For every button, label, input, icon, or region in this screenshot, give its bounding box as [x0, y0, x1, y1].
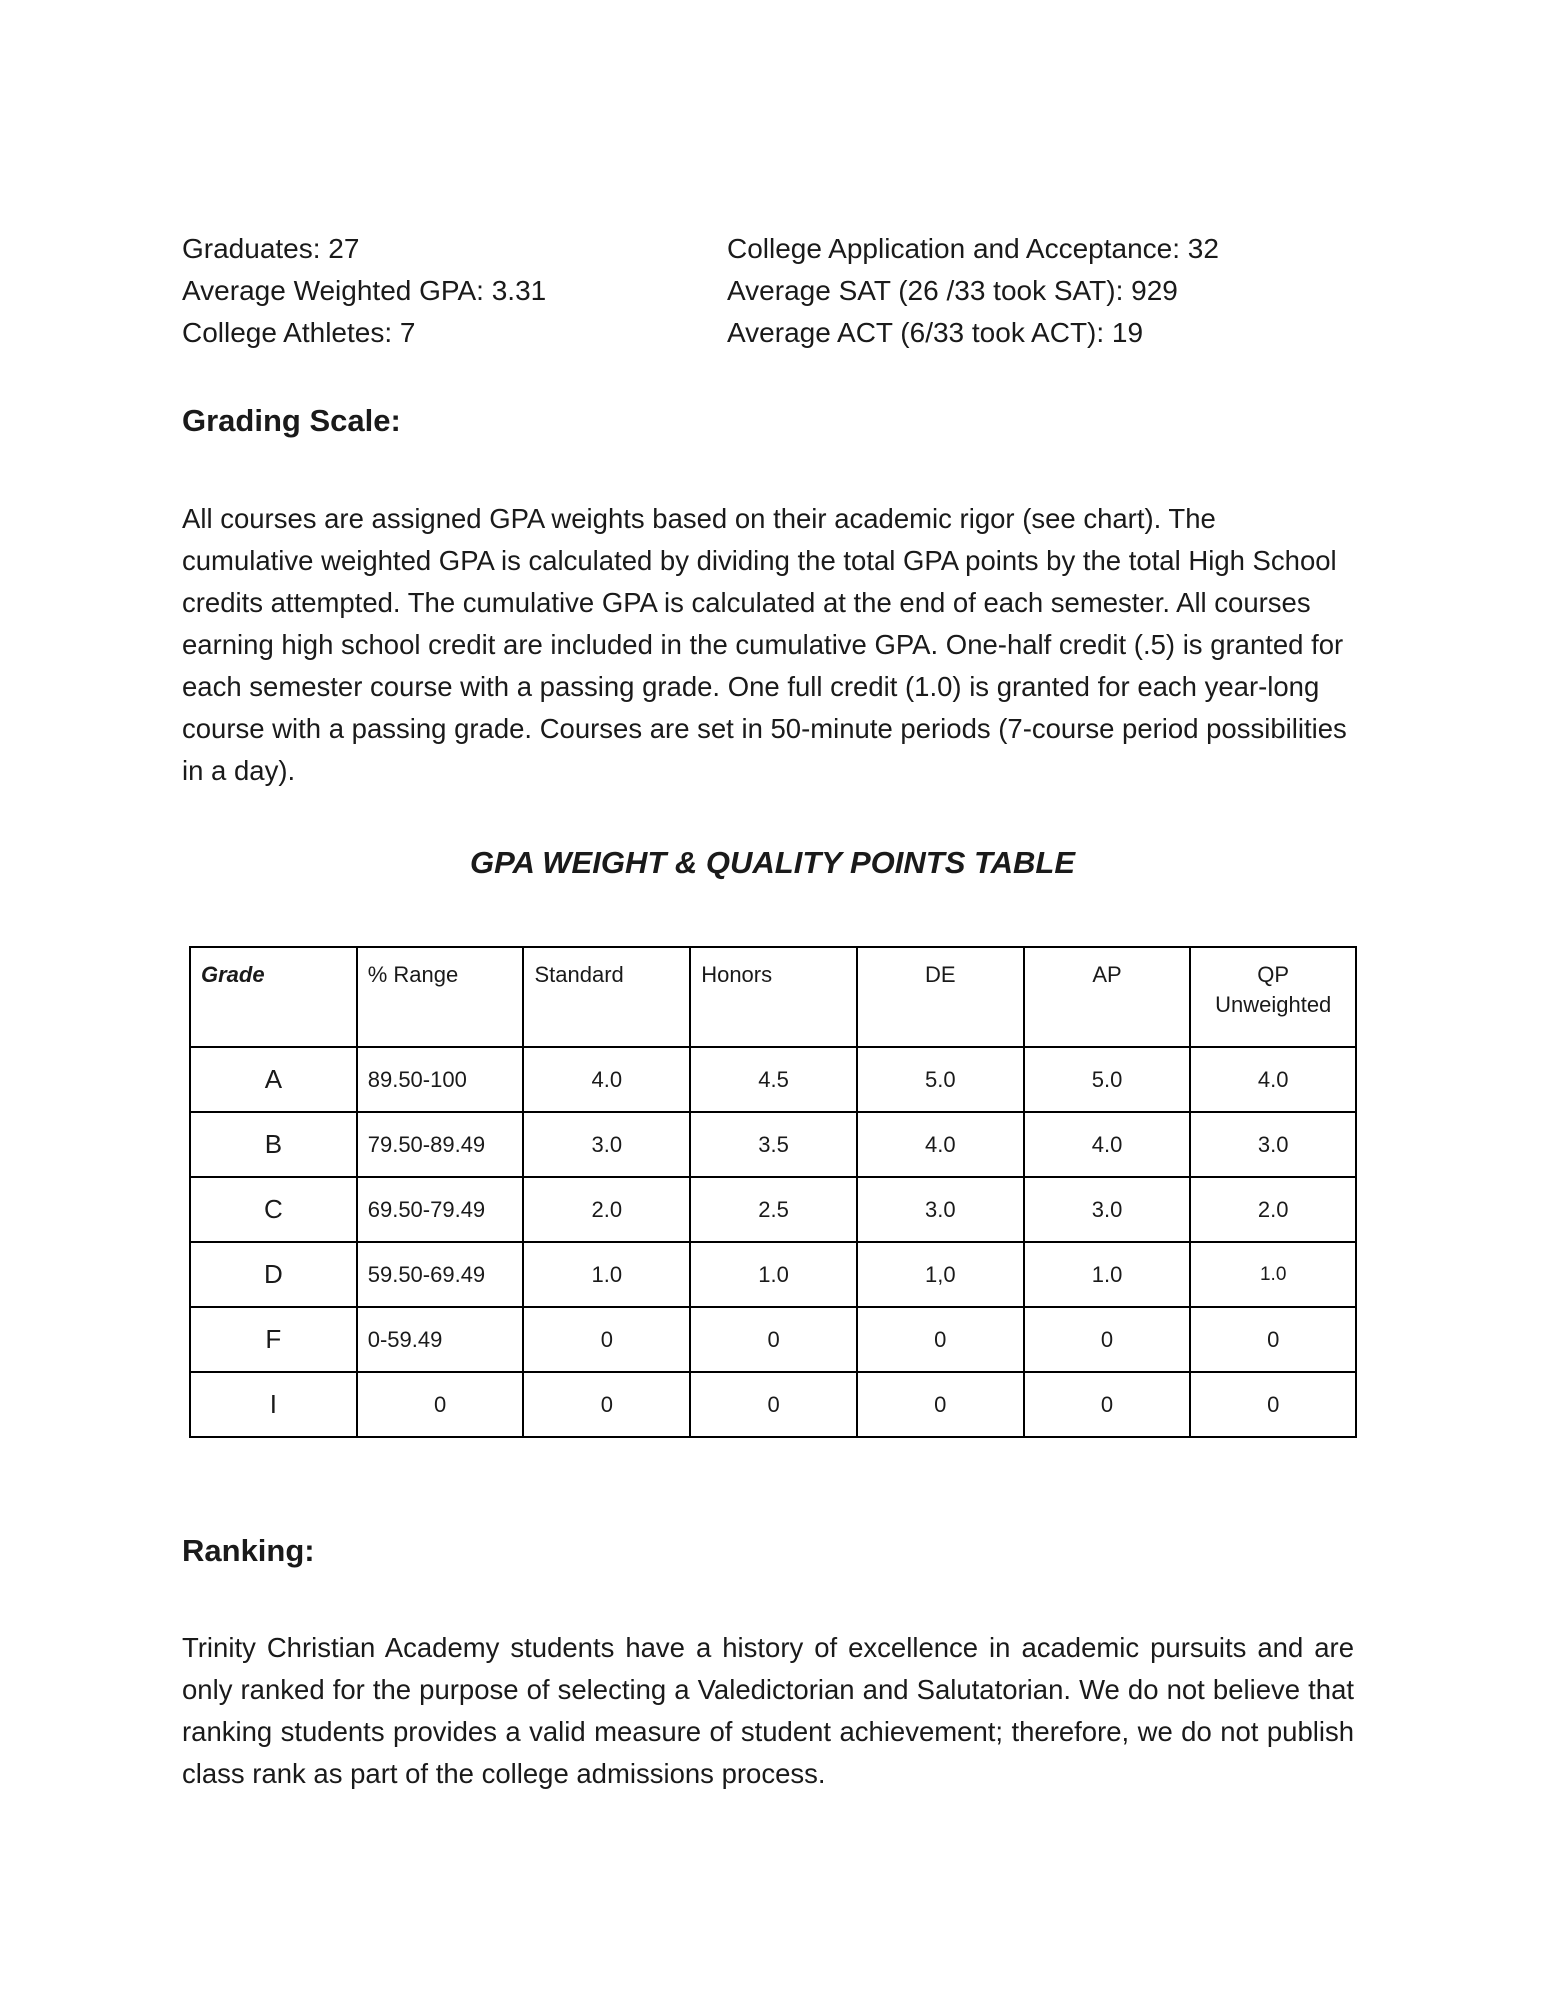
- header-range: % Range: [357, 947, 524, 1047]
- cell-grade: I: [190, 1372, 357, 1437]
- cell-grade: A: [190, 1047, 357, 1112]
- header-honors: Honors: [690, 947, 857, 1047]
- cell-qp: 3.0: [1190, 1112, 1356, 1177]
- cell-qp: 0: [1190, 1372, 1356, 1437]
- cell-ap: 4.0: [1024, 1112, 1191, 1177]
- cell-standard: 3.0: [523, 1112, 690, 1177]
- cell-qp: 1.0: [1190, 1242, 1356, 1307]
- grading-scale-heading: Grading Scale:: [182, 403, 401, 438]
- cell-honors: 2.5: [690, 1177, 857, 1242]
- stat-college-athletes: College Athletes: 7: [182, 317, 416, 348]
- stat-average-act: Average ACT (6/33 took ACT): 19: [727, 317, 1144, 348]
- cell-de: 1,0: [857, 1242, 1024, 1307]
- cell-range: 79.50-89.49: [357, 1112, 524, 1177]
- cell-standard: 0: [523, 1372, 690, 1437]
- cell-ap: 3.0: [1024, 1177, 1191, 1242]
- header-de: DE: [857, 947, 1024, 1047]
- table-row: [190, 1112, 1356, 1177]
- header-qp-line1: QP: [1257, 962, 1290, 987]
- ranking-paragraph: Trinity Christian Academy students have a history of excellence in academic pursuits and are only ranked for the purpose of selecting a Valedictorian and Salutatorian. We do not believe that ranking students provides a valid measure of student achievement; therefore, we do not publish class rank as part of the college admissions process.: [182, 1632, 1354, 1789]
- gpa-weight-table: [189, 946, 1357, 1438]
- cell-range: 59.50-69.49: [357, 1242, 524, 1307]
- ranking-heading: Ranking:: [182, 1533, 315, 1568]
- cell-honors: 4.5: [690, 1047, 857, 1112]
- cell-grade: B: [190, 1112, 357, 1177]
- table-row: [190, 1242, 1356, 1307]
- table-header-row: [190, 947, 1356, 1047]
- header-qp-unweighted: [1190, 947, 1356, 1047]
- stats-left-column: [182, 228, 702, 354]
- cell-qp: 4.0: [1190, 1047, 1356, 1112]
- gpa-table-title: GPA WEIGHT & QUALITY POINTS TABLE: [469, 845, 1076, 880]
- table-row: [190, 1177, 1356, 1242]
- stats-right-column: [727, 228, 1347, 354]
- cell-standard: 2.0: [523, 1177, 690, 1242]
- cell-honors: 0: [690, 1307, 857, 1372]
- table-row: [190, 1307, 1356, 1372]
- cell-de: 5.0: [857, 1047, 1024, 1112]
- cell-de: 0: [857, 1372, 1024, 1437]
- cell-standard: 0: [523, 1307, 690, 1372]
- header-qp-line2: Unweighted: [1215, 992, 1332, 1017]
- cell-standard: 4.0: [523, 1047, 690, 1112]
- stat-average-sat: Average SAT (26 /33 took SAT): 929: [727, 275, 1178, 306]
- cell-grade: D: [190, 1242, 357, 1307]
- table-row: [190, 1047, 1356, 1112]
- cell-range: 0: [357, 1372, 524, 1437]
- cell-ap: 0: [1024, 1307, 1191, 1372]
- header-standard: Standard: [523, 947, 690, 1047]
- cell-qp: 0: [1190, 1307, 1356, 1372]
- cell-range: 0-59.49: [357, 1307, 524, 1372]
- cell-ap: 5.0: [1024, 1047, 1191, 1112]
- cell-honors: 3.5: [690, 1112, 857, 1177]
- cell-de: 3.0: [857, 1177, 1024, 1242]
- cell-de: 4.0: [857, 1112, 1024, 1177]
- header-grade: Grade: [190, 947, 357, 1047]
- cell-standard: 1.0: [523, 1242, 690, 1307]
- cell-honors: 0: [690, 1372, 857, 1437]
- cell-range: 89.50-100: [357, 1047, 524, 1112]
- cell-grade: F: [190, 1307, 357, 1372]
- cell-qp: 2.0: [1190, 1177, 1356, 1242]
- grading-scale-paragraph: All courses are assigned GPA weights based on their academic rigor (see chart). The cumulative weighted GPA is calculated by dividing the total GPA points by the total High School credits attempted. The cumulative GPA is calculated at the end of each semester. All courses earning high school credit are included in the cumulative GPA. One-half credit (.5) is granted for each semester course with a passing grade. One full credit (1.0) is granted for each year-long course with a passing grade. Courses are set in 50-minute periods (7-course period possibilities in a day).: [182, 503, 1347, 786]
- stat-average-weighted-gpa: Average Weighted GPA: 3.31: [182, 275, 547, 306]
- cell-grade: C: [190, 1177, 357, 1242]
- cell-range: 69.50-79.49: [357, 1177, 524, 1242]
- stat-graduates: Graduates: 27: [182, 233, 360, 264]
- header-ap: AP: [1024, 947, 1191, 1047]
- cell-de: 0: [857, 1307, 1024, 1372]
- stat-college-applications: College Application and Acceptance: 32: [727, 233, 1219, 264]
- cell-honors: 1.0: [690, 1242, 857, 1307]
- cell-ap: 1.0: [1024, 1242, 1191, 1307]
- table-row: [190, 1372, 1356, 1437]
- cell-ap: 0: [1024, 1372, 1191, 1437]
